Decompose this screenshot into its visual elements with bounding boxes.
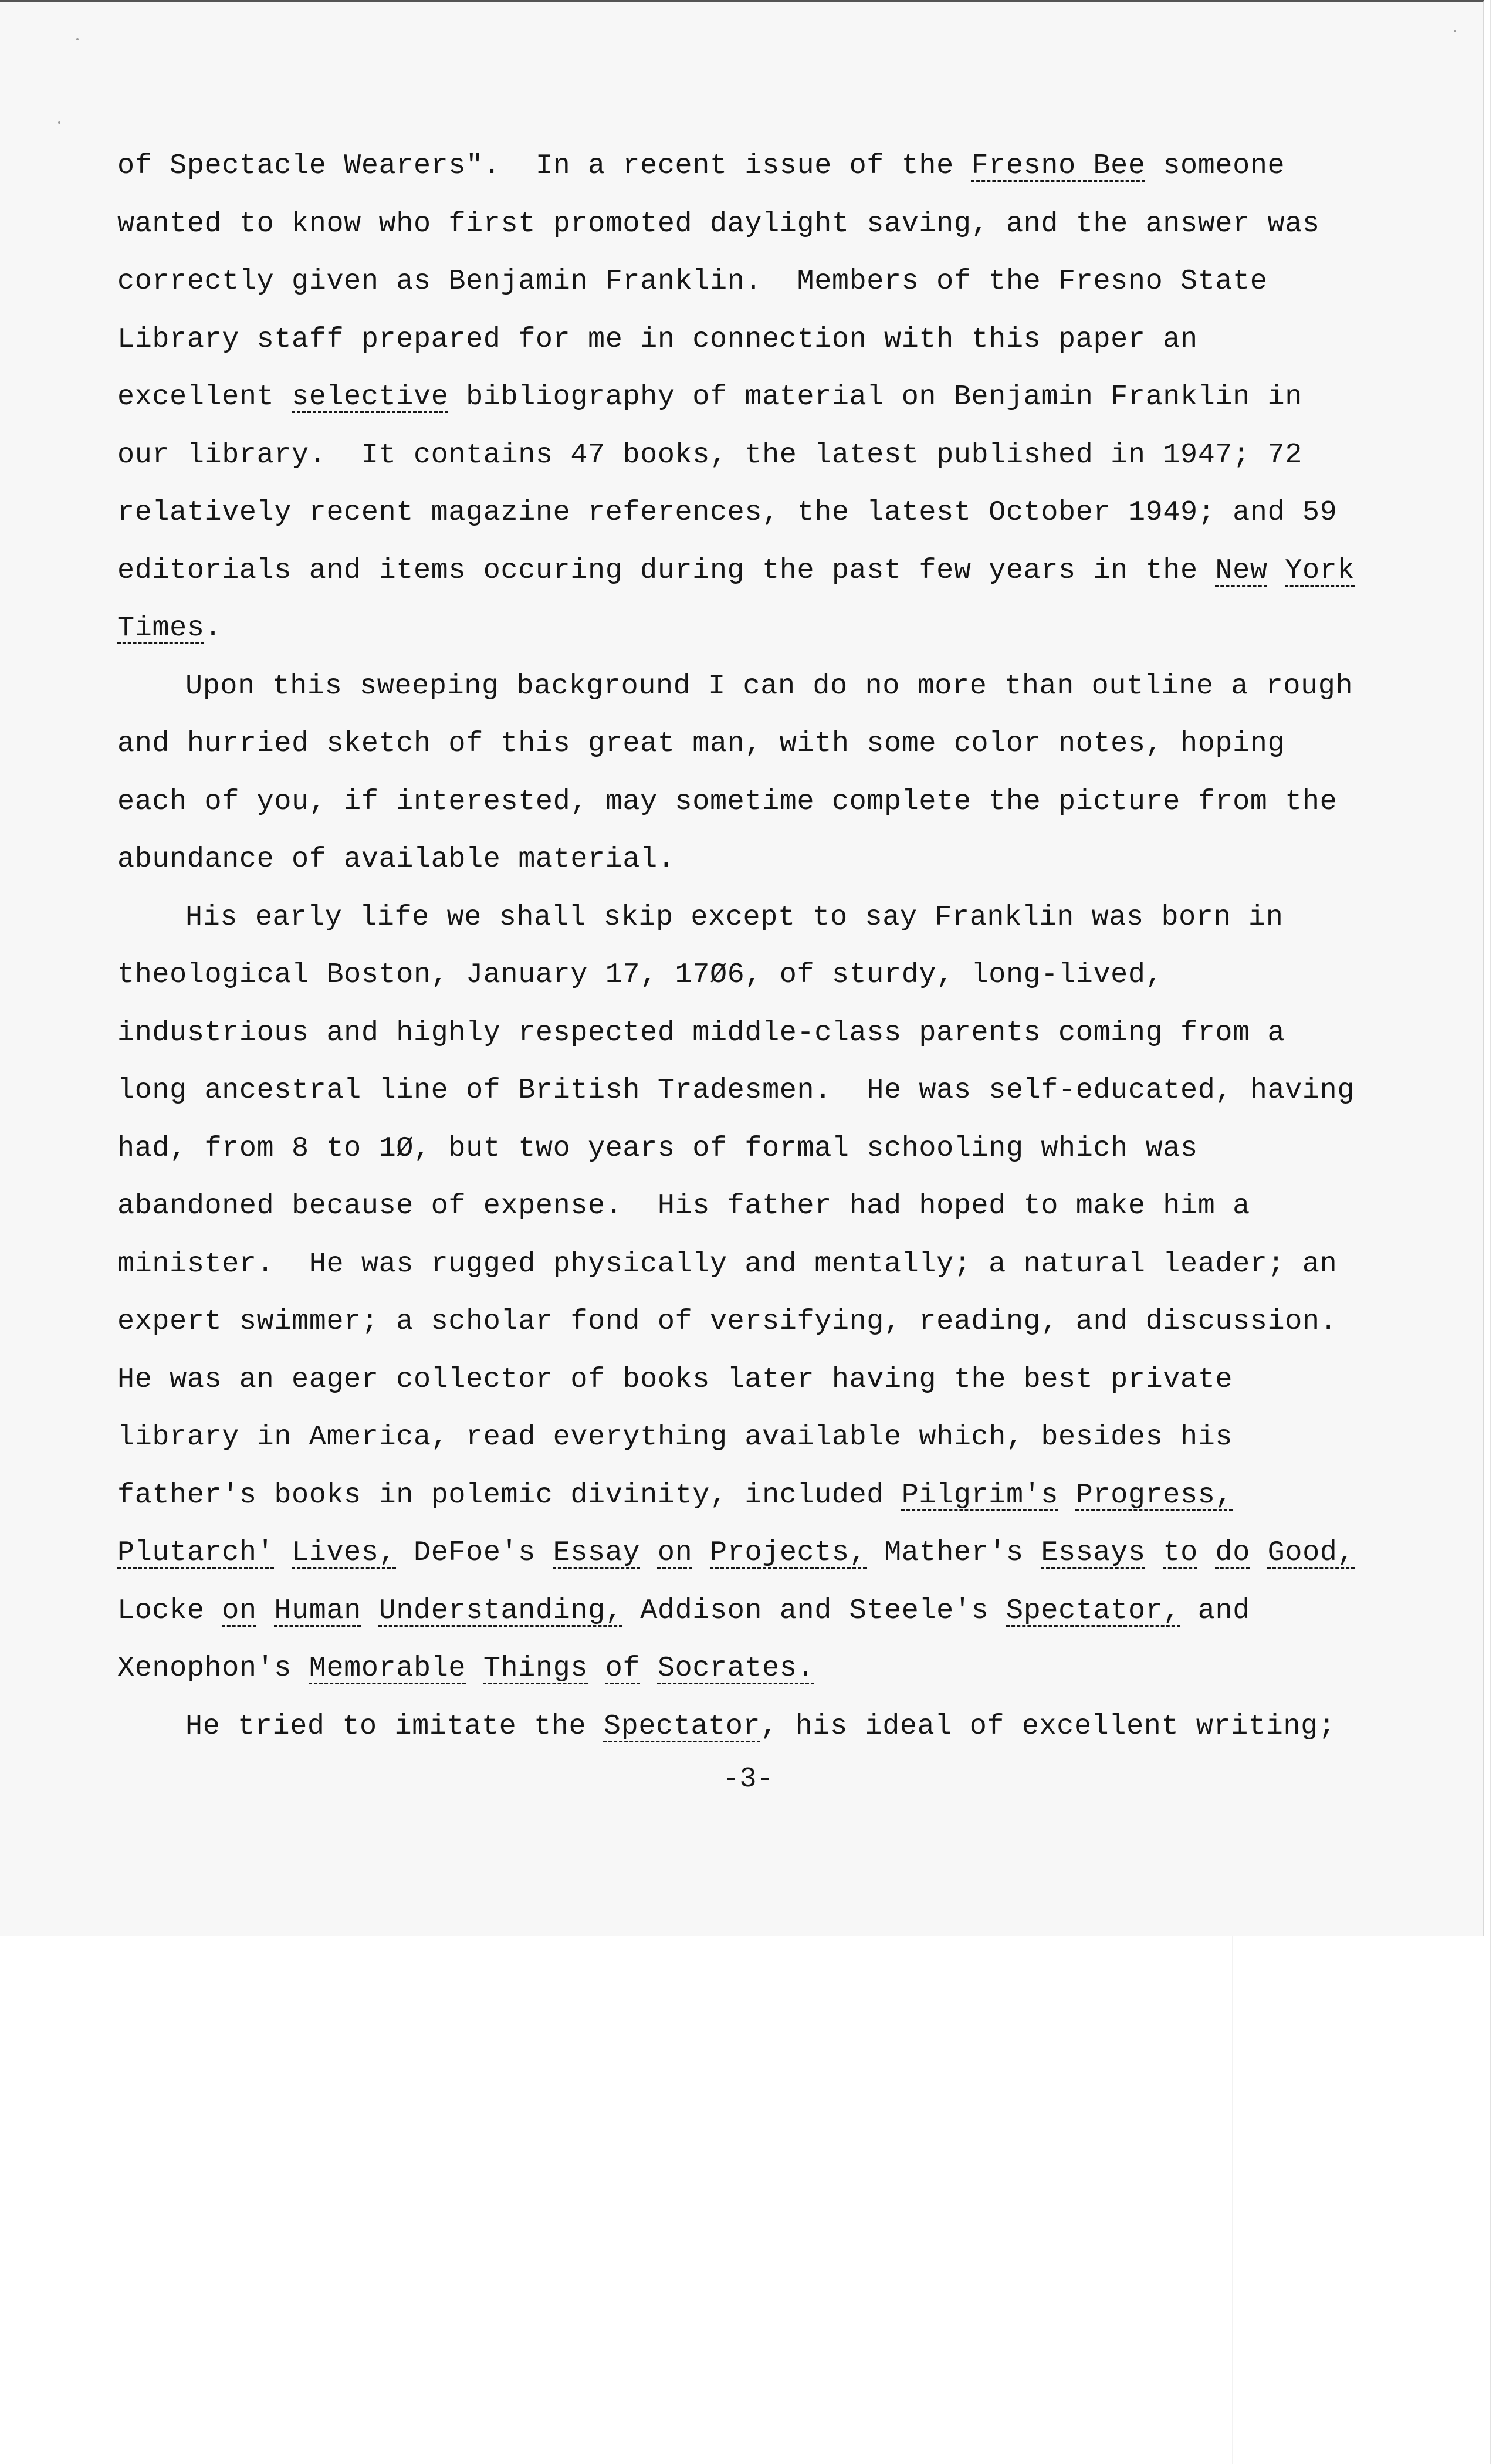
text-run: had, from 8 to 1Ø, but two years of formal schooling which was	[117, 1132, 1198, 1165]
faint-rule	[1232, 1936, 1233, 2464]
text-run	[361, 1595, 379, 1627]
underlined-title: York	[1285, 554, 1355, 587]
text-line	[117, 1186, 1408, 1244]
underlined-title: Lives,	[292, 1536, 397, 1569]
text-run: library in America, read everything available which, besides his	[117, 1421, 1233, 1453]
text-run: Mather's	[867, 1536, 1041, 1569]
text-run: long ancestral line of British Tradesmen. He was self-educated, having	[117, 1074, 1355, 1106]
text-line	[117, 1013, 1408, 1071]
underlined-title: Projects,	[710, 1536, 867, 1569]
underlined-title: Progress,	[1075, 1478, 1233, 1511]
text-run: minister. He was rugged physically and mentally; a natural leader; an	[117, 1247, 1338, 1280]
underlined-title: on	[222, 1594, 257, 1627]
text-run: bibliography of material on Benjamin Franklin in	[448, 381, 1302, 413]
text-run	[1198, 1536, 1216, 1569]
text-run	[1268, 554, 1285, 587]
underlined-title: Essay	[553, 1536, 641, 1569]
text-run: someone	[1145, 150, 1285, 182]
text-line	[117, 839, 1408, 897]
underlined-title: Understanding,	[378, 1594, 623, 1627]
text-run: expert swimmer; a scholar fond of versifying, reading, and discussion.	[117, 1305, 1338, 1338]
underlined-title: to	[1163, 1536, 1198, 1569]
text-line	[117, 261, 1408, 319]
underlined-title: selective	[292, 381, 449, 413]
text-line	[117, 955, 1408, 1013]
underlined-title: Pilgrim's	[901, 1478, 1059, 1511]
text-line	[117, 1244, 1408, 1302]
text-run: Library staff prepared for me in connection with this paper an	[117, 323, 1198, 356]
text-run: Upon this sweeping background I can do no more than outline a rough	[185, 669, 1353, 702]
underlined-title: Spectator	[603, 1710, 761, 1742]
underlined-title: on	[657, 1536, 693, 1569]
underlined-title: Spectator,	[1006, 1594, 1181, 1627]
text-run: excellent	[117, 381, 292, 413]
text-line	[117, 145, 1408, 204]
underlined-title: Things	[483, 1652, 588, 1684]
text-run: father's books in polemic divinity, included	[117, 1478, 902, 1511]
text-line	[117, 492, 1408, 550]
text-line	[117, 1532, 1408, 1590]
text-run: abandoned because of expense. His father had hoped to make him a	[117, 1190, 1250, 1222]
text-line	[117, 1417, 1408, 1475]
page-edge	[1490, 0, 1491, 2464]
text-run: relatively recent magazine references, the latest October 1949; and 59	[117, 496, 1338, 529]
text-line	[117, 319, 1408, 377]
underlined-title: New	[1215, 554, 1268, 587]
text-run: .	[204, 612, 222, 644]
underlined-title: Memorable	[309, 1652, 466, 1684]
body-text	[117, 145, 1408, 1764]
text-line	[117, 1359, 1408, 1417]
text-run	[588, 1652, 605, 1684]
text-run: Xenophon's	[117, 1652, 309, 1684]
text-run: theological Boston, January 17, 17Ø6, of sturdy, long-lived,	[117, 959, 1163, 991]
scan-speck	[58, 121, 60, 124]
text-run	[466, 1652, 483, 1684]
text-run	[692, 1536, 710, 1569]
text-run: editorials and items occuring during the past few years in the	[117, 554, 1216, 587]
text-run: His early life we shall skip except to say Franklin was born in	[185, 901, 1284, 933]
text-line	[117, 1301, 1408, 1359]
page-number: -3-	[722, 1763, 774, 1795]
text-run	[1058, 1479, 1076, 1511]
underlined-title: Good,	[1267, 1536, 1355, 1569]
underlined-title: Fresno Bee	[971, 150, 1146, 182]
scan-speck	[1454, 30, 1456, 32]
text-line	[117, 1070, 1408, 1128]
text-run	[640, 1652, 658, 1684]
blank-backing-area	[0, 1936, 1484, 2464]
text-line	[117, 435, 1408, 493]
text-run: each of you, if interested, may sometime complete the picture from the	[117, 785, 1338, 818]
text-line	[117, 1475, 1408, 1533]
text-run: He tried to imitate the	[185, 1710, 604, 1742]
text-line	[117, 1648, 1408, 1706]
text-line	[117, 204, 1408, 262]
underlined-title: Essays	[1041, 1536, 1146, 1569]
text-line	[117, 781, 1408, 840]
text-line	[117, 723, 1408, 781]
text-line	[117, 550, 1408, 608]
text-line	[117, 377, 1408, 435]
text-run: , his ideal of excellent writing;	[760, 1710, 1336, 1742]
text-run: abundance of available material.	[117, 843, 675, 875]
paragraph-first-line	[117, 1706, 1408, 1764]
text-run: and	[1180, 1594, 1250, 1627]
underlined-title: Times	[117, 612, 205, 644]
text-run: DeFoe's	[396, 1536, 553, 1569]
text-run: correctly given as Benjamin Franklin. Members of the Fresno State	[117, 265, 1268, 297]
underlined-title: do	[1215, 1536, 1250, 1569]
text-run: He was an eager collector of books later having the best private	[117, 1363, 1233, 1396]
text-run: our library. It contains 47 books, the latest published in 1947; 72	[117, 438, 1302, 471]
paragraph-first-line	[117, 897, 1408, 955]
text-run: of Spectacle Wearers". In a recent issue of the	[117, 150, 972, 182]
text-run: and hurried sketch of this great man, with some color notes, hoping	[117, 727, 1285, 760]
paragraph-first-line	[117, 666, 1408, 724]
text-run	[257, 1595, 275, 1627]
text-run	[1146, 1536, 1163, 1569]
underlined-title: Human	[274, 1594, 361, 1627]
text-run: industrious and highly respected middle-class parents coming from a	[117, 1016, 1285, 1049]
underlined-title: of	[605, 1652, 641, 1684]
text-line	[117, 1590, 1408, 1649]
text-run	[274, 1536, 292, 1569]
underlined-title: Socrates.	[657, 1652, 815, 1684]
text-run: wanted to know who first promoted daylight saving, and the answer was	[117, 207, 1320, 240]
underlined-title: Plutarch'	[117, 1536, 275, 1569]
text-line	[117, 1128, 1408, 1186]
text-run: Locke	[117, 1594, 222, 1627]
text-line	[117, 608, 1408, 666]
text-run	[640, 1536, 658, 1569]
text-run	[1250, 1536, 1268, 1569]
text-run: Addison and Steele's	[622, 1594, 1007, 1627]
scan-speck	[76, 38, 79, 40]
